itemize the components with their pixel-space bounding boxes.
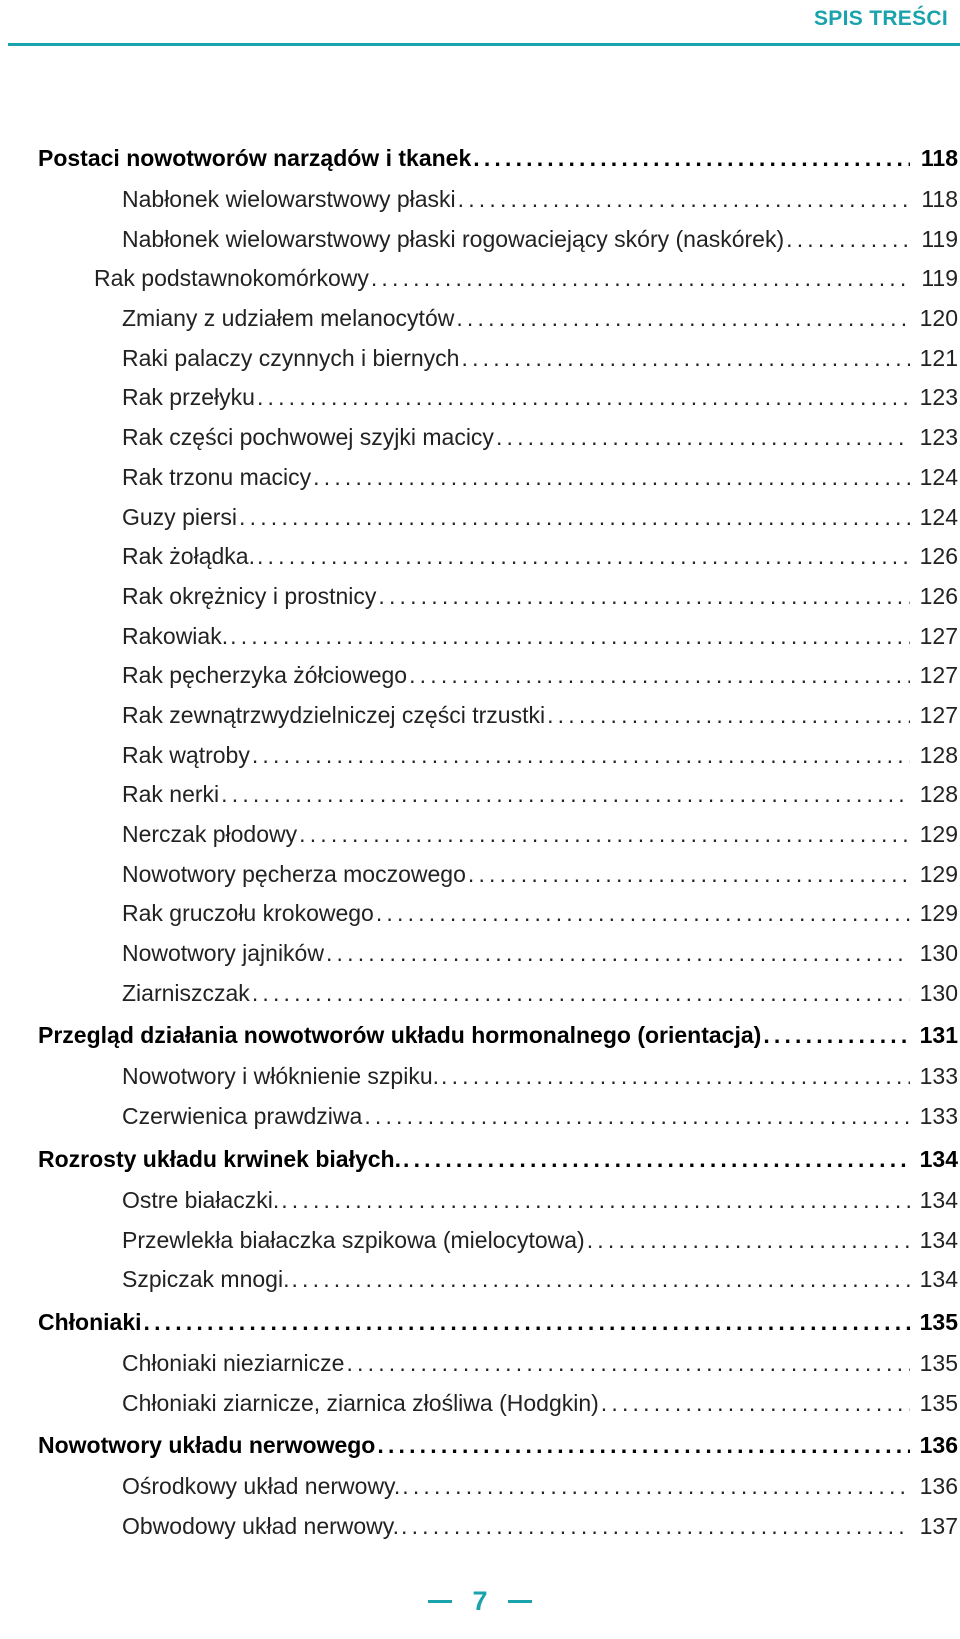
toc-entry-title: Przewlekła białaczka szpikowa (mielocytowa) (122, 1226, 585, 1253)
toc-entry[interactable] (38, 383, 958, 423)
toc-entry-title: Rak części pochwowej szyjki macicy (122, 424, 494, 451)
toc-entry-title: Zmiany z udziałem melanocytów (122, 305, 455, 332)
dot-leader (458, 185, 910, 213)
dot-leader (257, 383, 910, 411)
dot-leader (239, 503, 910, 531)
toc-entry-page: 133 (919, 1103, 958, 1130)
toc-entry-page: 126 (919, 582, 958, 609)
dot-leader (496, 423, 910, 451)
toc-entry-page: 135 (919, 1349, 958, 1376)
toc-entry-page: 129 (919, 900, 958, 927)
dot-leader (291, 1265, 910, 1293)
toc-entry[interactable] (38, 1389, 958, 1429)
toc-entry-page: 135 (919, 1308, 958, 1335)
toc-entry-page: 134 (919, 1186, 958, 1213)
toc-entry-title: Nowotwory układu nerwowego (38, 1432, 376, 1459)
dot-leader (403, 1145, 910, 1173)
toc-entry[interactable] (38, 1062, 958, 1102)
toc-entry-title: Raki palaczy czynnych i biernych (122, 344, 460, 371)
toc-entry-title: Postaci nowotworów narządów i tkanek (38, 145, 472, 171)
toc-entry-page: 134 (919, 1226, 958, 1253)
dot-leader (230, 622, 910, 650)
toc-entry-page: 123 (919, 424, 958, 451)
dot-leader (252, 741, 910, 769)
toc-entry[interactable] (38, 185, 958, 225)
toc-entry[interactable] (38, 780, 958, 820)
dot-leader (456, 304, 910, 332)
toc-entry[interactable] (38, 503, 958, 543)
dot-leader (786, 225, 910, 253)
dot-leader (371, 264, 910, 292)
toc-entry-page: 119 (921, 265, 958, 292)
toc-entry-title: Rozrosty układu krwinek białych. (38, 1145, 401, 1172)
toc-entry-title: Nowotwory jajników (122, 940, 324, 967)
toc-entry-page: 126 (919, 543, 958, 570)
toc-entry[interactable] (38, 304, 958, 344)
toc-entry-page: 129 (919, 821, 958, 847)
toc-entry[interactable] (38, 542, 958, 582)
toc-entry[interactable] (38, 1472, 958, 1512)
toc-entry-page: 130 (919, 940, 958, 967)
toc-entry-page: 128 (919, 781, 958, 808)
dot-leader (587, 1226, 910, 1254)
dot-leader (763, 1021, 910, 1049)
toc-entry-page: 134 (919, 1145, 958, 1172)
toc-entry-title: Obwodowy układ nerwowy. (122, 1512, 399, 1539)
toc-entry-page: 130 (919, 979, 958, 1006)
header-divider (8, 43, 960, 46)
toc-entry-page: 131 (919, 1022, 958, 1049)
dot-leader (326, 939, 910, 967)
toc-entry-page: 124 (919, 463, 958, 490)
toc-entry-title: Guzy piersi (122, 503, 238, 530)
dot-leader (221, 780, 910, 808)
toc-entry-page: 128 (919, 741, 958, 768)
toc-entry-page: 137 (919, 1512, 958, 1539)
toc-entry[interactable] (38, 264, 958, 304)
dot-leader (346, 1349, 910, 1377)
toc-entry-title: Ziarniszczak (122, 979, 250, 1006)
dot-leader (461, 344, 910, 372)
toc-entry-title: Rak pęcherzyka żółciowego (122, 662, 408, 689)
dot-leader (473, 144, 910, 172)
dot-leader (144, 1308, 910, 1336)
toc-entry[interactable] (38, 423, 958, 463)
toc-entry-page: 121 (919, 344, 958, 371)
toc-entry-title: Rak nerki (122, 781, 220, 808)
toc-entry[interactable] (38, 463, 958, 503)
toc-entry[interactable] (38, 820, 958, 860)
toc-entry-title: Chłoniaki nieziarnicze (122, 1349, 345, 1376)
toc-entry-page: 134 (919, 1266, 958, 1293)
toc-chapter[interactable] (38, 1021, 958, 1062)
toc-entry-page: 119 (921, 225, 958, 252)
toc-chapter[interactable] (38, 144, 958, 185)
toc-entry-page: 129 (919, 860, 958, 887)
dot-leader (409, 661, 910, 689)
dot-leader (376, 899, 910, 927)
dot-leader (601, 1389, 910, 1417)
toc-entry-title: Chłoniaki ziarnicze, ziarnica złośliwa (Hodgkin) (122, 1389, 599, 1416)
toc-entry-page: 133 (919, 1063, 958, 1090)
dot-leader (281, 1186, 910, 1214)
toc-entry-title: Ośrodkowy układ nerwowy. (122, 1473, 401, 1500)
dot-leader (377, 1431, 910, 1459)
dot-leader (252, 979, 910, 1007)
toc-entry[interactable] (38, 1186, 958, 1226)
toc-entry[interactable] (38, 701, 958, 741)
toc-entry-page: 127 (919, 622, 958, 649)
dot-leader (402, 1472, 910, 1500)
toc-entry[interactable] (38, 622, 958, 662)
toc-entry[interactable] (38, 1349, 958, 1389)
toc-entry[interactable] (38, 344, 958, 384)
toc-entry-title: Rak żołądka. (122, 543, 255, 570)
footer-dash-right (508, 1600, 532, 1603)
toc-entry-page: 136 (919, 1473, 958, 1500)
toc-entry[interactable] (38, 1102, 958, 1142)
toc-entry-title: Nowotwory pęcherza moczowego (122, 860, 466, 887)
toc-entry[interactable] (38, 741, 958, 781)
dot-leader (364, 1102, 910, 1130)
page-footer (0, 1586, 960, 1617)
dot-leader (441, 1062, 910, 1090)
toc-entry-title: Czerwienica prawdziwa (122, 1103, 363, 1130)
toc-chapter[interactable] (38, 1308, 958, 1349)
table-of-contents (38, 144, 958, 1552)
dot-leader (378, 582, 910, 610)
toc-entry-title: Nabłonek wielowarstwowy płaski (122, 186, 456, 212)
toc-chapter[interactable] (38, 1431, 958, 1472)
page-number: 7 (472, 1586, 488, 1616)
footer-dash-left (428, 1600, 452, 1603)
toc-entry[interactable] (38, 899, 958, 939)
dot-leader (299, 820, 910, 848)
toc-entry-page: 118 (921, 186, 958, 212)
toc-entry-title: Rak wątroby (122, 741, 250, 768)
dot-leader (401, 1512, 910, 1540)
toc-entry-page: 124 (919, 503, 958, 530)
toc-entry-title: Rak gruczołu krokowego (122, 900, 374, 927)
dot-leader (313, 463, 910, 491)
page-header (0, 0, 960, 46)
toc-entry-title: Nabłonek wielowarstwowy płaski rogowaciejący skóry (naskórek) (122, 225, 785, 252)
toc-entry-page: 120 (919, 305, 958, 332)
toc-entry-title: Szpiczak mnogi. (122, 1266, 290, 1293)
toc-entry-title: Rak zewnątrzwydzielniczej części trzustki (122, 701, 546, 728)
toc-entry-title: Rakowiak. (122, 622, 229, 649)
toc-entry-title: Rak przełyku (122, 384, 255, 411)
toc-entry-title: Chłoniaki (38, 1308, 142, 1335)
toc-entry-title: Rak trzonu macicy (122, 463, 312, 490)
toc-chapter[interactable] (38, 1145, 958, 1186)
toc-entry-page: 127 (919, 701, 958, 728)
toc-entry[interactable] (38, 582, 958, 622)
toc-entry[interactable] (38, 1265, 958, 1305)
toc-entry-page: 127 (919, 662, 958, 689)
toc-entry[interactable] (38, 860, 958, 900)
dot-leader (468, 860, 910, 888)
toc-entry-title: Rak okrężnicy i prostnicy (122, 582, 377, 609)
section-title: SPIS TREŚCI (814, 7, 948, 30)
toc-entry-page: 135 (919, 1389, 958, 1416)
toc-entry-title: Nowotwory i włóknienie szpiku. (122, 1063, 440, 1090)
toc-entry-page: 123 (919, 384, 958, 411)
toc-entry[interactable] (38, 979, 958, 1019)
toc-entry[interactable] (38, 939, 958, 979)
toc-entry[interactable] (38, 225, 958, 265)
toc-entry-page: 118 (920, 145, 958, 171)
toc-entry[interactable] (38, 1226, 958, 1266)
toc-entry-page: 136 (919, 1432, 958, 1459)
toc-entry-title: Ostre białaczki. (122, 1186, 280, 1213)
toc-entry[interactable] (38, 1512, 958, 1552)
dot-leader (257, 542, 910, 570)
toc-entry-title: Rak podstawnokomórkowy (94, 265, 369, 292)
toc-entry-title: Przegląd działania nowotworów układu hormonalnego (orientacja) (38, 1022, 762, 1049)
toc-entry[interactable] (38, 661, 958, 701)
toc-entry-title: Nerczak płodowy (122, 821, 298, 847)
dot-leader (547, 701, 910, 729)
